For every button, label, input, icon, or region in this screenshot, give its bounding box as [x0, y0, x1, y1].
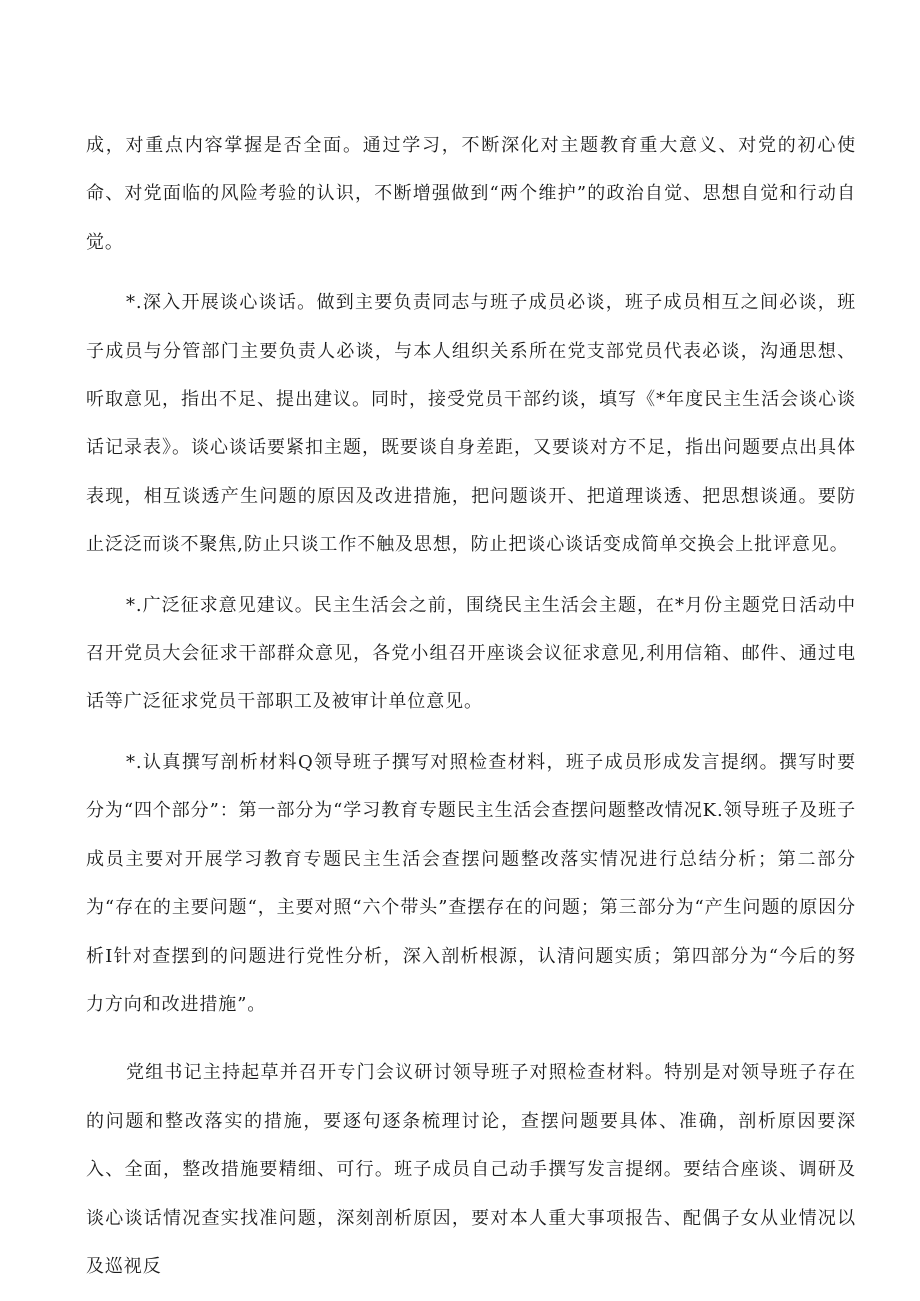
- paragraph-analysis-materials: *.认真撰写剖析材料Q领导班子撰写对照检查材料，班子成员形成发言提纲。撰写时要分为“四个部分”：第一部分为“学习教育专题民主生活会查摆问题整改情况K.领导班子及班子成员主要对开展学习教育专题民主生活会查摆问题整改落实情况进行总结分析；第二部分为“存在的主要问题“，主要对照“六个带头”查摆存在的问题；第三部分为“产生问题的原因分析I针对查摆到的问题进行党性分析，深入剖析根源，认清问题实质；第四部分为“今后的努力方向和改进措施”。: [86, 751, 856, 1015]
- paragraph-heart-to-heart-talks: *.深入开展谈心谈话。做到主要负责同志与班子成员必谈，班子成员相互之间必谈，班子成员与分管部门主要负责人必谈，与本人组织关系所在党支部党员代表必谈，沟通思想、听取意见，指出不足、提出建议。同时，接受党员干部约谈，填写《*年度民主生活会谈心谈话记录表》。谈心谈话要紧扣主题，既要谈自身差距，又要谈对方不足，指出问题要点出具体表现，相互谈透产生问题的原因及改进措施，把问题谈开、把道理谈透、把思想谈通。要防止泛泛而谈不聚焦,防止只谈工作不触及思想，防止把谈心谈话变成简单交换会上批评意见。: [86, 292, 856, 556]
- paragraph-solicit-opinions: *.广泛征求意见建议。民主生活会之前，围绕民主生活会主题，在*月份主题党日活动中召开党员大会征求干部群众意见，各党小组召开座谈会议征求意见,利用信箱、邮件、通过电话等广泛征求党员干部职工及被审计单位意见。: [86, 594, 856, 713]
- paragraph-continuation: 成，对重点内容掌握是否全面。通过学习，不断深化对主题教育重大意义、对党的初心使命、对党面临的风险考验的认识，不断增强做到“两个维护”的政治自觉、思想自觉和行动自觉。: [86, 135, 856, 253]
- paragraph-party-secretary: 党组书记主持起草并召开专门会议研讨领导班子对照检查材料。特别是对领导班子存在的问题和整改落实的措施，要逐句逐条梳理讨论，查摆问题要具体、准确，剖析原因要深入、全面，整改措施要精细、可行。班子成员自己动手撰写发言提纲。要结合座谈、调研及谈心谈话情况查实找准问题，深刻剖析原因，要对本人重大事项报告、配偶子女从业情况以及巡视反: [86, 1062, 856, 1277]
- document-body: [86, 122, 856, 1291]
